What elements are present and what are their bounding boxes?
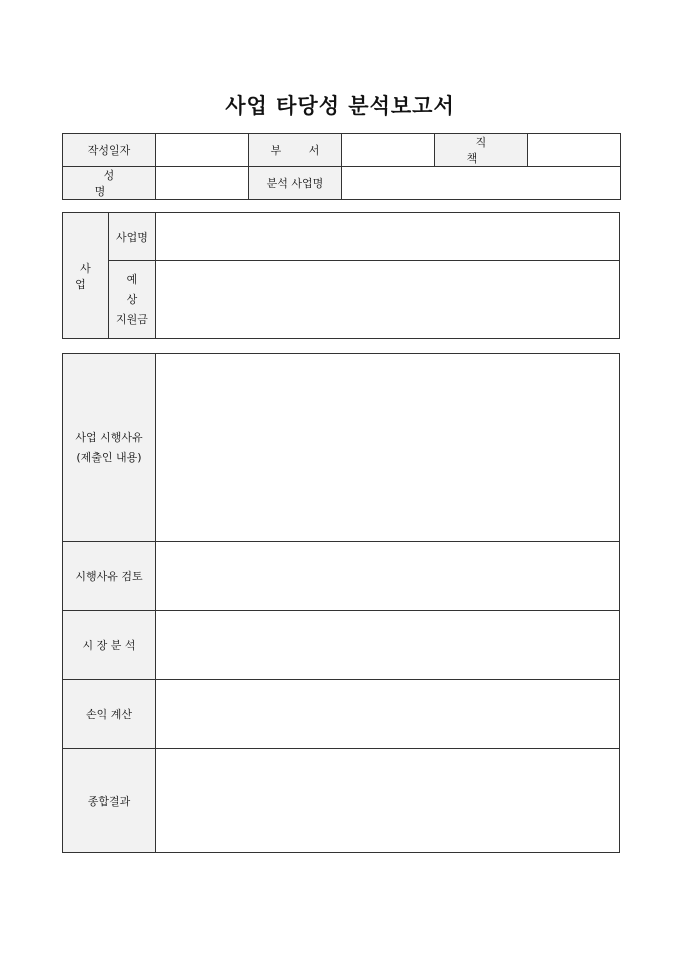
business-name-label: 사업명 — [109, 213, 156, 261]
summary-label: 종합결과 — [63, 749, 156, 853]
summary-field[interactable] — [156, 749, 620, 853]
reason-label-line1: 사업 시행사유 — [75, 430, 143, 444]
analysis-name-label: 분석 사업명 — [249, 167, 342, 200]
analysis-table — [62, 353, 620, 853]
position-field[interactable] — [528, 134, 621, 167]
section-row — [63, 542, 620, 611]
section-row — [63, 354, 620, 542]
info-table — [62, 133, 621, 200]
business-row-name — [63, 213, 620, 261]
business-row-grant — [63, 261, 620, 339]
section-row — [63, 611, 620, 680]
position-label: 직 책 — [466, 136, 505, 165]
market-analysis-label: 시 장 분 석 — [63, 611, 156, 680]
profit-loss-label: 손익 계산 — [63, 680, 156, 749]
reason-label-line2: (제출인 내용) — [76, 450, 142, 464]
grant-label — [109, 261, 156, 339]
profit-loss-field[interactable] — [156, 680, 620, 749]
info-row-2 — [63, 167, 621, 200]
business-table — [62, 212, 620, 339]
date-label: 작성일자 — [63, 134, 156, 167]
review-label: 시행사유 검토 — [63, 542, 156, 611]
business-group-label: 사 업 — [75, 261, 101, 291]
name-label: 성 명 — [94, 169, 133, 198]
market-analysis-field[interactable] — [156, 611, 620, 680]
reason-label — [63, 354, 156, 542]
info-row-1 — [63, 134, 621, 167]
section-row — [63, 749, 620, 853]
grant-field[interactable] — [156, 261, 620, 339]
date-field[interactable] — [156, 134, 249, 167]
grant-label-line2: 지원금 — [116, 312, 148, 326]
dept-label: 부 서 — [270, 144, 332, 157]
page-title: 사업 타당성 분석보고서 — [225, 94, 455, 118]
name-field[interactable] — [156, 167, 249, 200]
grant-label-line1: 예 상 — [126, 272, 146, 306]
reason-field[interactable] — [156, 354, 620, 542]
review-field[interactable] — [156, 542, 620, 611]
section-row — [63, 680, 620, 749]
dept-field[interactable] — [342, 134, 435, 167]
business-name-field[interactable] — [156, 213, 620, 261]
analysis-name-field[interactable] — [342, 167, 621, 200]
